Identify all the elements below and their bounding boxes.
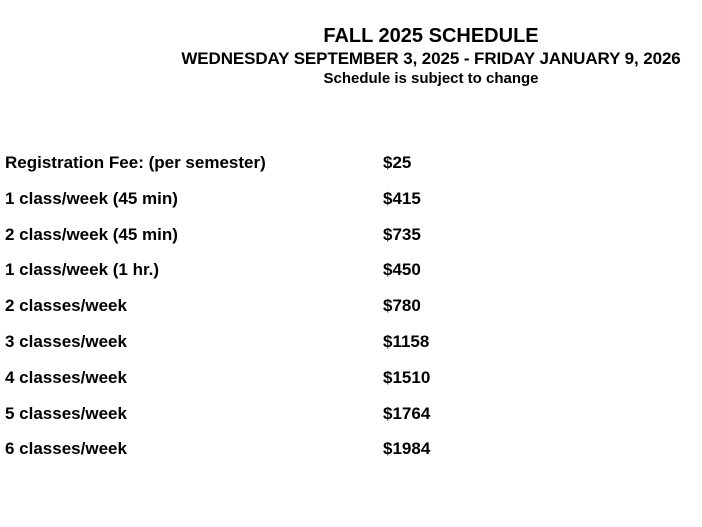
fee-label: 4 classes/week <box>5 367 127 387</box>
fee-price: $1764 <box>383 403 431 423</box>
fee-price: $1158 <box>383 331 430 351</box>
fee-price: $450 <box>383 260 421 280</box>
fee-price: $1984 <box>383 439 431 459</box>
fee-label: 2 class/week (45 min) <box>5 224 178 244</box>
fee-row-2-class-45min <box>5 224 505 260</box>
fee-price: $780 <box>383 296 421 316</box>
fee-row-1-class-45min <box>5 188 505 224</box>
fee-price: $735 <box>383 224 421 244</box>
fee-price: $25 <box>383 153 412 172</box>
schedule-title: FALL 2025 SCHEDULE <box>323 25 539 47</box>
fee-row-1-class-1hr <box>5 259 505 295</box>
fee-table <box>5 152 505 474</box>
schedule-note: Schedule is subject to change <box>323 70 539 87</box>
fee-row-6-classes <box>5 438 505 474</box>
fee-row-5-classes <box>5 403 505 439</box>
fee-row-2-classes <box>5 295 505 331</box>
fee-label: Registration Fee: (per semester) <box>5 153 266 172</box>
fee-price: $415 <box>383 188 421 208</box>
fee-row-registration <box>5 152 505 188</box>
fee-price: $1510 <box>383 367 431 387</box>
schedule-dates: WEDNESDAY SEPTEMBER 3, 2025 - FRIDAY JANUARY 9, 2026 <box>181 49 681 68</box>
fee-label: 2 classes/week <box>5 296 127 316</box>
fee-label: 1 class/week (45 min) <box>5 188 178 208</box>
fee-label: 5 classes/week <box>5 403 127 423</box>
fee-label: 3 classes/week <box>5 331 127 351</box>
fee-row-3-classes <box>5 331 505 367</box>
fee-row-4-classes <box>5 367 505 403</box>
fee-label: 1 class/week (1 hr.) <box>5 260 160 280</box>
fee-label: 6 classes/week <box>5 439 127 459</box>
